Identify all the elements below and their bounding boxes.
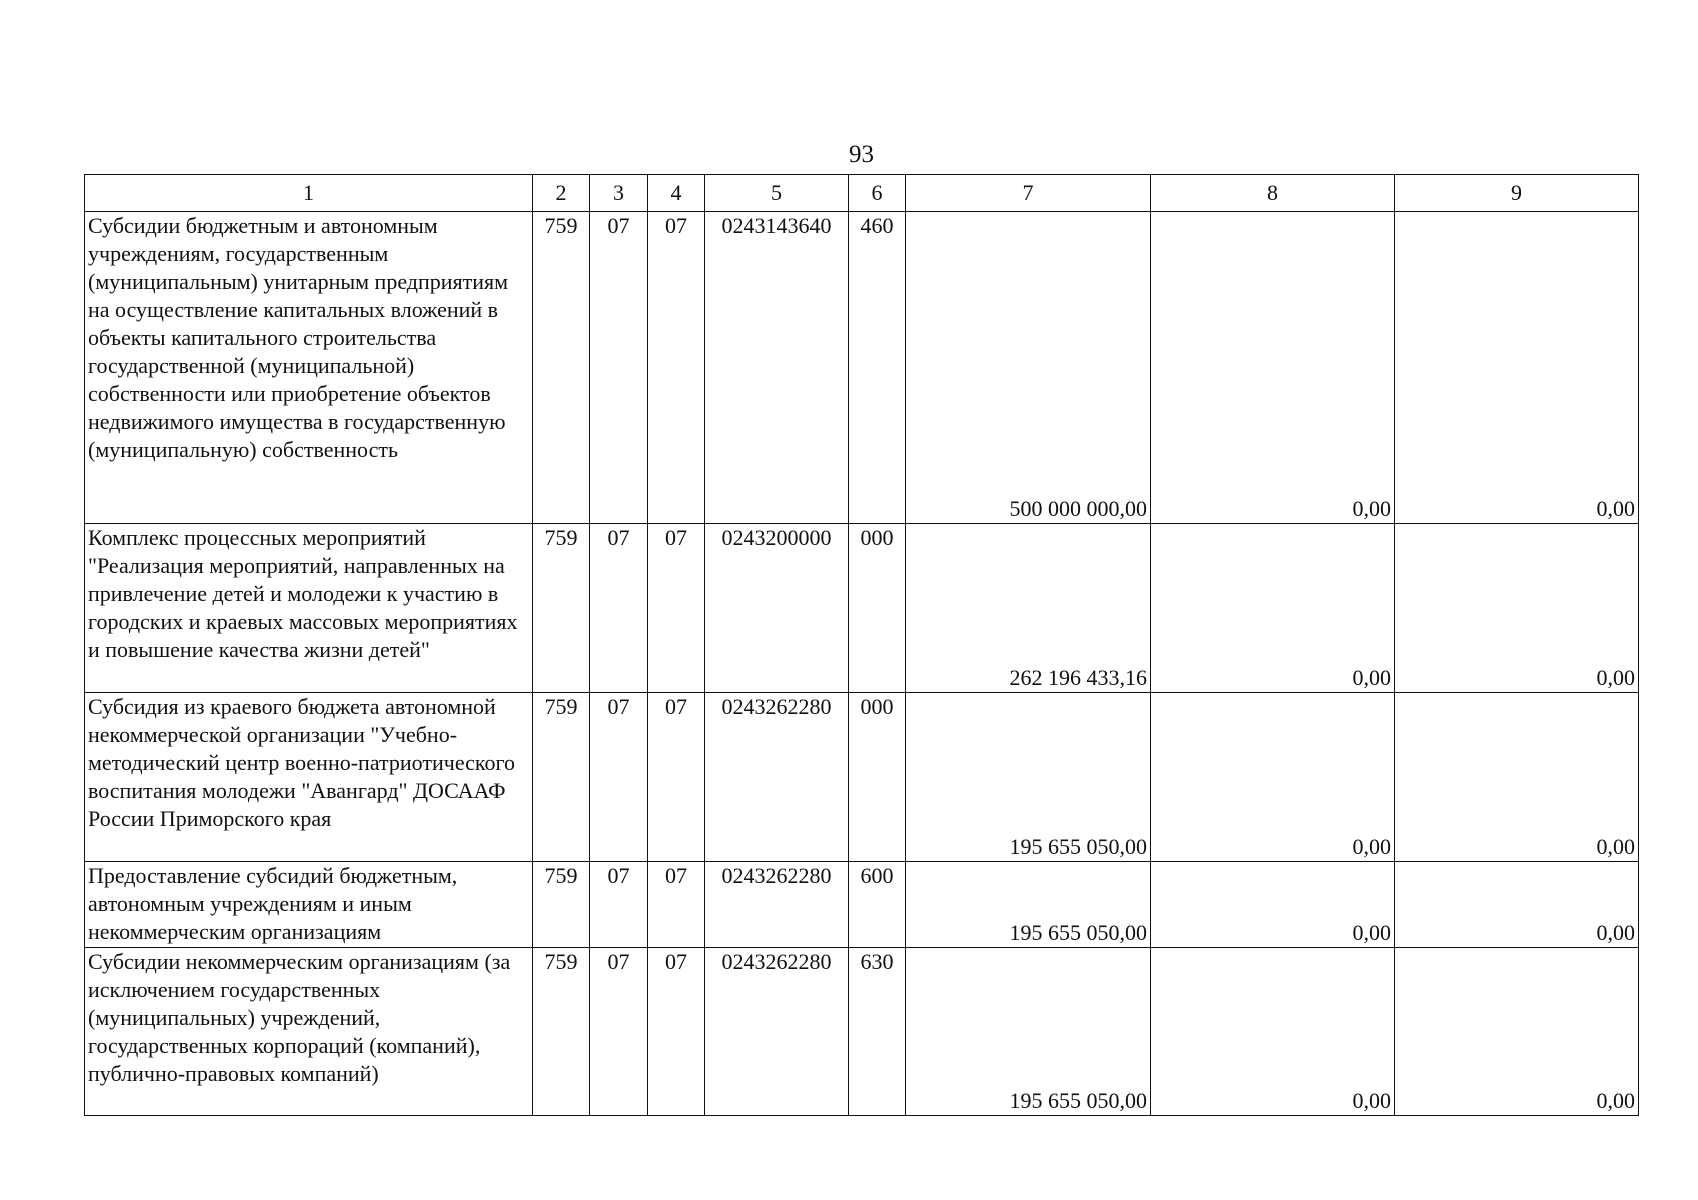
row-code-2: 759	[533, 524, 590, 693]
row-code-4: 07	[648, 948, 705, 1116]
column-header-5: 5	[705, 175, 849, 212]
column-header-4: 4	[648, 175, 705, 212]
row-code-6: 000	[849, 693, 906, 862]
row-code-6: 460	[849, 212, 906, 524]
column-header-3: 3	[590, 175, 648, 212]
row-code-2: 759	[533, 212, 590, 524]
table-row	[85, 948, 1639, 1116]
page-number: 93	[849, 141, 874, 168]
column-header-7: 7	[906, 175, 1151, 212]
row-amount-7: 195 655 050,00	[906, 862, 1151, 948]
row-description: Субсидии некоммерческим организациям (за исключением государственных (муниципальных) учреждений, государственных корпораций (компаний), публично-правовых компаний)	[85, 948, 533, 1116]
row-description: Комплекс процессных мероприятий "Реализация мероприятий, направленных на привлечение детей и молодежи к участию в городских и краевых массовых мероприятиях и повышение качества жизни детей"	[85, 524, 533, 693]
row-amount-9: 0,00	[1395, 948, 1639, 1116]
row-code-5: 0243262280	[705, 693, 849, 862]
row-code-2: 759	[533, 862, 590, 948]
row-amount-9: 0,00	[1395, 693, 1639, 862]
table-header	[85, 175, 1639, 212]
row-amount-8: 0,00	[1151, 948, 1395, 1116]
row-amount-8: 0,00	[1151, 212, 1395, 524]
row-code-4: 07	[648, 212, 705, 524]
row-amount-8: 0,00	[1151, 862, 1395, 948]
row-amount-8: 0,00	[1151, 693, 1395, 862]
row-code-6: 630	[849, 948, 906, 1116]
column-header-1: 1	[85, 175, 533, 212]
row-amount-8: 0,00	[1151, 524, 1395, 693]
row-description: Субсидия из краевого бюджета автономной некоммерческой организации "Учебно-методический центр военно-патриотического воспитания молодежи "Авангард" ДОСААФ России Приморского края	[85, 693, 533, 862]
row-code-3: 07	[590, 524, 648, 693]
row-code-6: 600	[849, 862, 906, 948]
row-code-5: 0243200000	[705, 524, 849, 693]
row-amount-7: 195 655 050,00	[906, 948, 1151, 1116]
row-code-6: 000	[849, 524, 906, 693]
row-code-3: 07	[590, 212, 648, 524]
row-code-2: 759	[533, 948, 590, 1116]
row-code-3: 07	[590, 948, 648, 1116]
table-row	[85, 862, 1639, 948]
table-row	[85, 212, 1639, 524]
row-code-5: 0243262280	[705, 862, 849, 948]
table-body	[85, 212, 1639, 1116]
row-amount-9: 0,00	[1395, 862, 1639, 948]
column-header-6: 6	[849, 175, 906, 212]
row-amount-7: 262 196 433,16	[906, 524, 1151, 693]
row-amount-7: 195 655 050,00	[906, 693, 1151, 862]
row-description: Субсидии бюджетным и автономным учреждениям, государственным (муниципальным) унитарным предприятиям на осуществление капитальных вложений в объекты капитального строительства государственной (муниципальной) собственности или приобретение объектов недвижимого имущества в государственную (муниципальную) собственность	[85, 212, 533, 524]
row-code-4: 07	[648, 693, 705, 862]
column-header-9: 9	[1395, 175, 1639, 212]
row-code-2: 759	[533, 693, 590, 862]
row-code-5: 0243143640	[705, 212, 849, 524]
row-description: Предоставление субсидий бюджетным, автономным учреждениям и иным некоммерческим организациям	[85, 862, 533, 948]
row-amount-7: 500 000 000,00	[906, 212, 1151, 524]
row-code-5: 0243262280	[705, 948, 849, 1116]
row-amount-9: 0,00	[1395, 212, 1639, 524]
row-amount-9: 0,00	[1395, 524, 1639, 693]
row-code-4: 07	[648, 862, 705, 948]
column-header-8: 8	[1151, 175, 1395, 212]
table-row	[85, 524, 1639, 693]
row-code-4: 07	[648, 524, 705, 693]
table-row	[85, 693, 1639, 862]
header-row	[85, 175, 1639, 212]
row-code-3: 07	[590, 693, 648, 862]
column-header-2: 2	[533, 175, 590, 212]
row-code-3: 07	[590, 862, 648, 948]
budget-table	[84, 174, 1639, 1116]
